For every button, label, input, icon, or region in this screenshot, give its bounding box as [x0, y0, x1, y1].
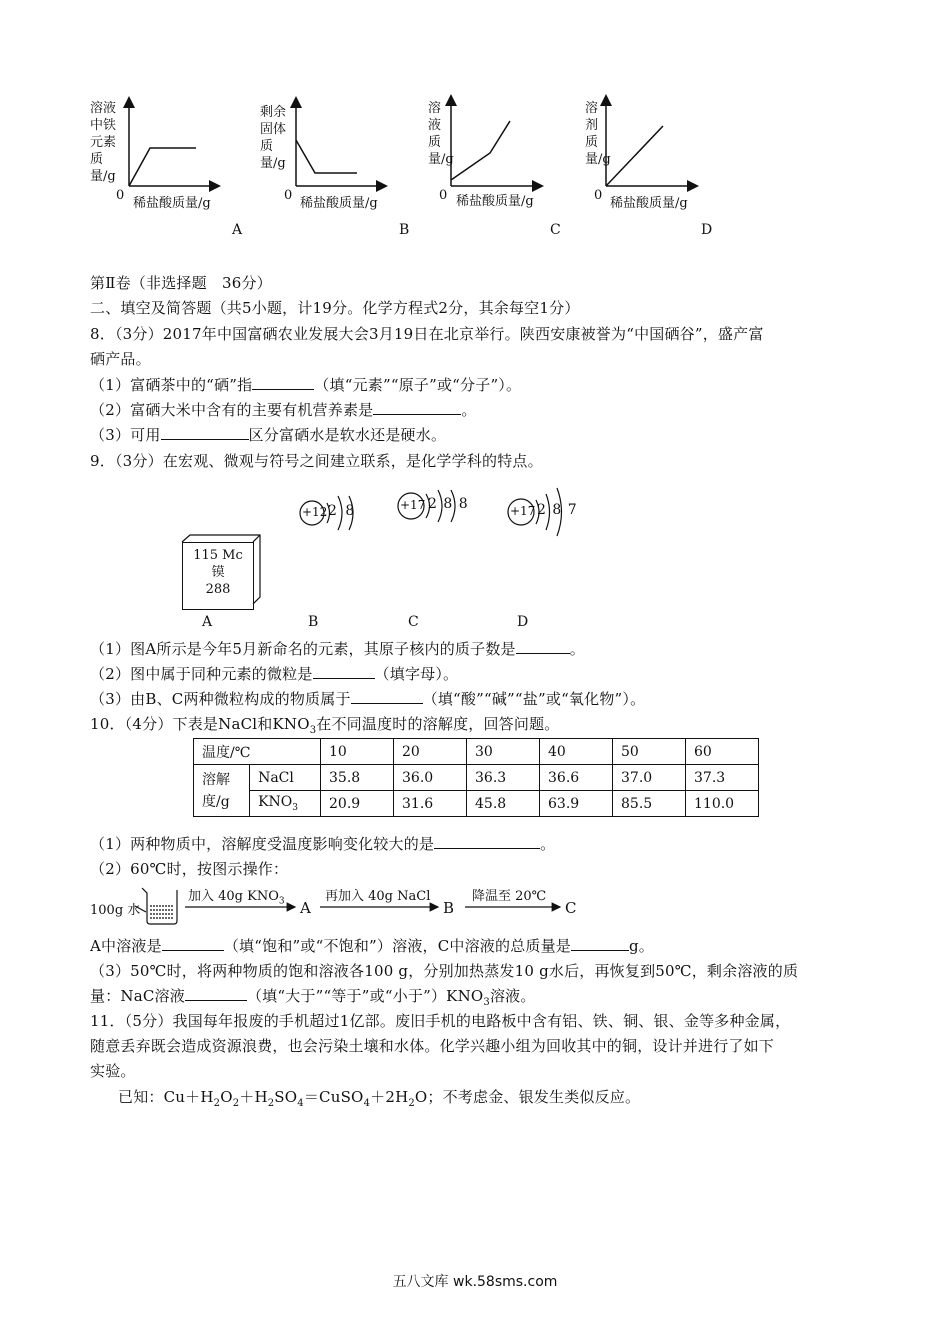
q10-part-3-line-2: 量：NaC溶液 （填“大于”“等于”或“小于$”)KNO_3$溶液。	[90, 987, 536, 1008]
graph-a-ylabel: 溶液中铁元素质量/g	[90, 101, 117, 184]
q9-part-2: （2）图中属于同种元素的微粒是 （填字母）。	[90, 665, 459, 683]
q10-part-2-question: A中溶液是 （填“饱和”或“不饱和”）溶液，C中溶液的总质量是 g。	[90, 937, 655, 955]
table-cell: 85.5	[613, 791, 686, 817]
graph-d-letter: D	[701, 222, 713, 238]
graph-c-letter: C	[550, 222, 561, 238]
table-cell: 31.6	[394, 791, 467, 817]
table-cell: 60	[686, 739, 759, 765]
graph-a-xlabel: 稀盐酸质量/g	[133, 196, 211, 211]
table-cell: 36.6	[540, 765, 613, 791]
table-cell: 30	[467, 739, 540, 765]
q10-stem: 10．（4分）下表是NaCl和$KNO_3$在不同温度时的溶解度，回答问题。	[90, 715, 560, 736]
graph-d-xlabel: 稀盐酸质量/g	[610, 196, 688, 211]
graph-a-letter: A	[232, 222, 243, 238]
table-cell: 63.9	[540, 791, 613, 817]
element-name: 镆	[211, 565, 225, 580]
graph-d-ylabel: 溶剂质量/g	[585, 101, 611, 167]
q9-label-a: A	[202, 614, 213, 630]
q8-part-1: （1）富硒茶中的“硒”指 （填“元素”“原子”或“分子”）。	[90, 376, 522, 394]
q10-blank-3[interactable]	[571, 936, 629, 951]
flow-step-3: 降温至 20℃	[472, 889, 547, 904]
q8-part-2: （2）富硒大米中含有的主要有机营养素是 。	[90, 401, 477, 419]
q11-line-3: 实验。	[90, 1062, 136, 1080]
atom-b-shells: 2 8	[328, 503, 357, 519]
table-cell: 110.0	[686, 791, 759, 817]
atom-d-shells: 2 8 7	[537, 502, 578, 518]
q9-label-b: B	[308, 614, 319, 630]
table-cell: 36.0	[394, 765, 467, 791]
element-number-symbol: 115 Mc	[193, 548, 243, 563]
q9-stem: 9．（3分）在宏观、微观与符号之间建立联系，是化学学科的特点。	[90, 452, 543, 470]
q11-line-2: 随意丢弃既会造成资源浪费，也会污染土壤和水体。化学兴趣小组为回收其中的铜，设计并进行了如下	[90, 1037, 775, 1055]
flow-a: A	[300, 899, 311, 917]
graph-c-origin: 0	[439, 188, 448, 203]
q8-stem-1: 8．（3分）2017年中国富硒农业发展大会3月19日在北京举行。陕西安康被誉为“中国硒谷”，盛产富	[90, 325, 764, 343]
flow-start: 100g 水	[90, 903, 141, 918]
graph-b-xlabel: 稀盐酸质量/g	[300, 196, 378, 211]
element-mass: 288	[205, 582, 231, 597]
footer-watermark: 五八文库 wk.58sms.com	[392, 1274, 558, 1290]
q11-line-1: 11．（5分）我国每年报废的手机超过1亿部。废旧手机的电路板中含有铝、铁、铜、银、金等多种金属，	[90, 1012, 791, 1030]
graph-c-ylabel: 溶液质量/g	[428, 101, 454, 167]
kno3-label: $KNO_3$	[250, 791, 321, 817]
graph-b-origin: 0	[284, 188, 293, 203]
q10-part-1: （1）两种物质中，溶解度受温度影响变化较大的是 。	[90, 835, 556, 853]
q8-stem-2: 硒产品。	[90, 350, 151, 368]
graph-b-letter: B	[399, 222, 410, 238]
flow-step-2: 再加入 40g NaCl	[325, 889, 431, 904]
table-cell: 40	[540, 739, 613, 765]
q10-blank-2[interactable]	[162, 936, 224, 951]
solubility-label: 溶解 度/g	[194, 765, 250, 817]
atom-d-nucleus: +17	[510, 504, 536, 518]
atom-c-nucleus: +17	[400, 498, 426, 512]
table-cell: 36.3	[467, 765, 540, 791]
q10-blank-4[interactable]	[185, 986, 247, 1001]
q10-part-2: （2）60℃时，按图示操作：	[90, 860, 289, 878]
flow-b: B	[443, 899, 455, 917]
q9-label-d: D	[517, 614, 529, 630]
atom-c-shells: 2 8 8	[428, 496, 469, 512]
graph-b-ylabel: 剩余固体质量/g	[260, 105, 287, 171]
q9-part-1: （1）图A所示是今年5月新命名的元素，其原子核内的质子数是 。	[90, 640, 585, 658]
section-title: 第Ⅱ卷（非选择题 36分）	[90, 274, 272, 292]
table-cell: 35.8	[321, 765, 394, 791]
flow-c: C	[565, 899, 577, 917]
flow-step-1: 加入 40g $KNO_3$	[188, 889, 285, 907]
graph-d-origin: 0	[594, 188, 603, 203]
section-instructions: 二、填空及简答题（共5小题，计19分。化学方程式2分，其余每空1分）	[90, 299, 580, 317]
table-cell: 10	[321, 739, 394, 765]
q10-part-3-line-1: （3）50℃时，将两种物质的饱和溶液各100 g，分别加热蒸发10 g水后，再恢复到50℃，剩余溶液的质	[90, 962, 799, 980]
q8-part-3: （3）可用 区分富硒水是软水还是硬水。	[90, 426, 447, 444]
table-cell: 37.0	[613, 765, 686, 791]
temp-header: 温度/℃	[194, 739, 321, 765]
table-cell: 50	[613, 739, 686, 765]
table-cell: 20	[394, 739, 467, 765]
table-cell: 20.9	[321, 791, 394, 817]
atom-b-nucleus: +12	[302, 505, 328, 519]
q9-label-c: C	[408, 614, 419, 630]
table-cell: 45.8	[467, 791, 540, 817]
graph-c-xlabel: 稀盐酸质量/g	[456, 194, 534, 209]
table-cell: 37.3	[686, 765, 759, 791]
graph-a-origin: 0	[116, 188, 125, 203]
nacl-label: NaCl	[250, 765, 321, 791]
q9-part-3: （3）由B、C两种微粒构成的物质属于 （填“酸”“碱”“盐”或“氧化物”）。	[90, 690, 646, 708]
q11-known: 已知：$Cu+H_2O_2+H_2SO_4=CuSO_4+2H_2O$；不考虑金、银发生类似反应。	[118, 1088, 641, 1109]
